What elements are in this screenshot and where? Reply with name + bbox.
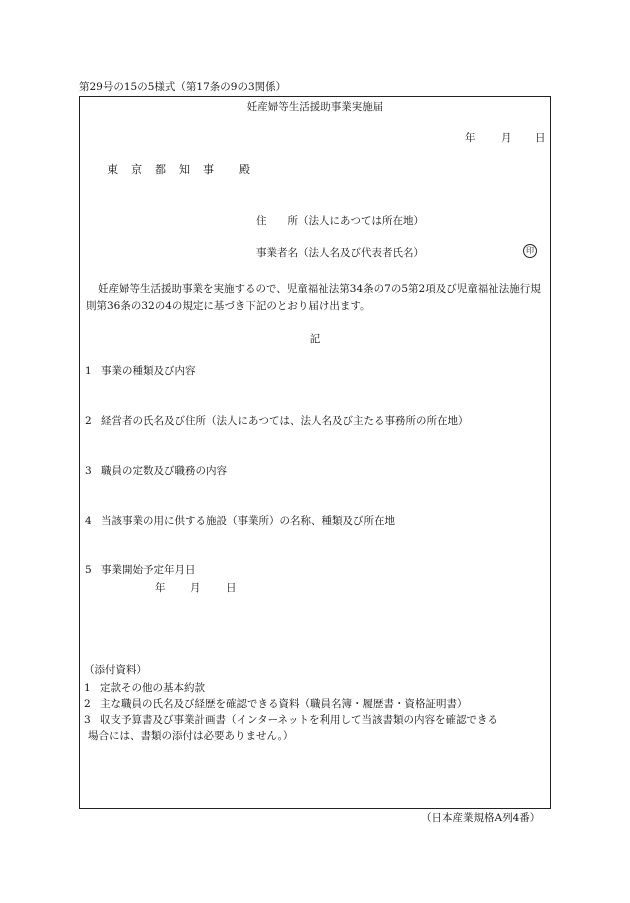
date-year: 年 xyxy=(465,132,476,144)
item-number: 3 xyxy=(85,465,92,477)
date-month: 月 xyxy=(501,132,512,144)
ki-heading: 記 xyxy=(309,333,321,345)
attachment-number: 2 xyxy=(84,698,91,710)
start-month: 月 xyxy=(190,582,201,594)
item-text: 事業開始予定年月日 xyxy=(101,564,196,576)
item-number: 5 xyxy=(85,564,92,576)
list-item xyxy=(85,414,469,428)
list-item xyxy=(85,364,196,378)
attachment-text: 主な職員の氏名及び経歴を確認できる資料（職員名簿・履歴書・資格証明書） xyxy=(100,698,468,710)
address-label: 住 所（法人にあつては所在地） xyxy=(256,215,424,227)
item-number: 1 xyxy=(85,365,92,377)
applicant-name-label: 事業者名（法人名及び代表者氏名） xyxy=(256,247,424,259)
paper-size-note: （日本産業規格A列4番） xyxy=(421,812,541,824)
notification-statement: 妊産婦等生活援助事業を実施するので、児童福祉法第34条の7の5第2項及び児童福祉法施行規則第36条の32の4の規定に基づき下記のとおり届け出ます。 xyxy=(86,283,541,312)
form-title: 妊産婦等生活援助事業実施届 xyxy=(246,101,384,113)
form-number: 第29号の15の5様式（第17条の9の3関係） xyxy=(79,81,287,93)
list-item xyxy=(85,563,196,577)
list-item xyxy=(85,464,227,478)
attachment-number: 3 xyxy=(84,714,91,726)
attachment-text: 収支予算書及び事業計画書（インターネットを利用して当該書類の内容を確認できる xyxy=(100,714,499,726)
item-text: 事業の種類及び内容 xyxy=(101,365,196,377)
attachment-item xyxy=(84,681,205,695)
list-item xyxy=(85,514,395,528)
attachment-number: 1 xyxy=(84,682,91,694)
item-number: 2 xyxy=(85,415,92,427)
attachments-heading: （添付資料） xyxy=(84,664,147,676)
attachment-item xyxy=(84,713,498,727)
attachment-text: 定款その他の基本約款 xyxy=(100,682,205,694)
addressee: 東 京 都 知 事 殿 xyxy=(107,163,251,176)
seal-mark: 印 xyxy=(523,244,537,258)
item-number: 4 xyxy=(85,515,92,527)
item-text: 職員の定数及び職務の内容 xyxy=(101,465,227,477)
start-year: 年 xyxy=(155,582,166,594)
date-day: 日 xyxy=(535,132,546,144)
item-text: 当該事業の用に供する施設（事業所）の名称、種類及び所在地 xyxy=(101,515,395,527)
attachment-continuation: 場合には、書類の添付は必要ありません。） xyxy=(88,730,294,742)
start-day: 日 xyxy=(226,582,237,594)
item-text: 経営者の氏名及び住所（法人にあつては、法人名及び主たる事務所の所在地） xyxy=(101,415,469,427)
attachment-item xyxy=(84,697,468,711)
